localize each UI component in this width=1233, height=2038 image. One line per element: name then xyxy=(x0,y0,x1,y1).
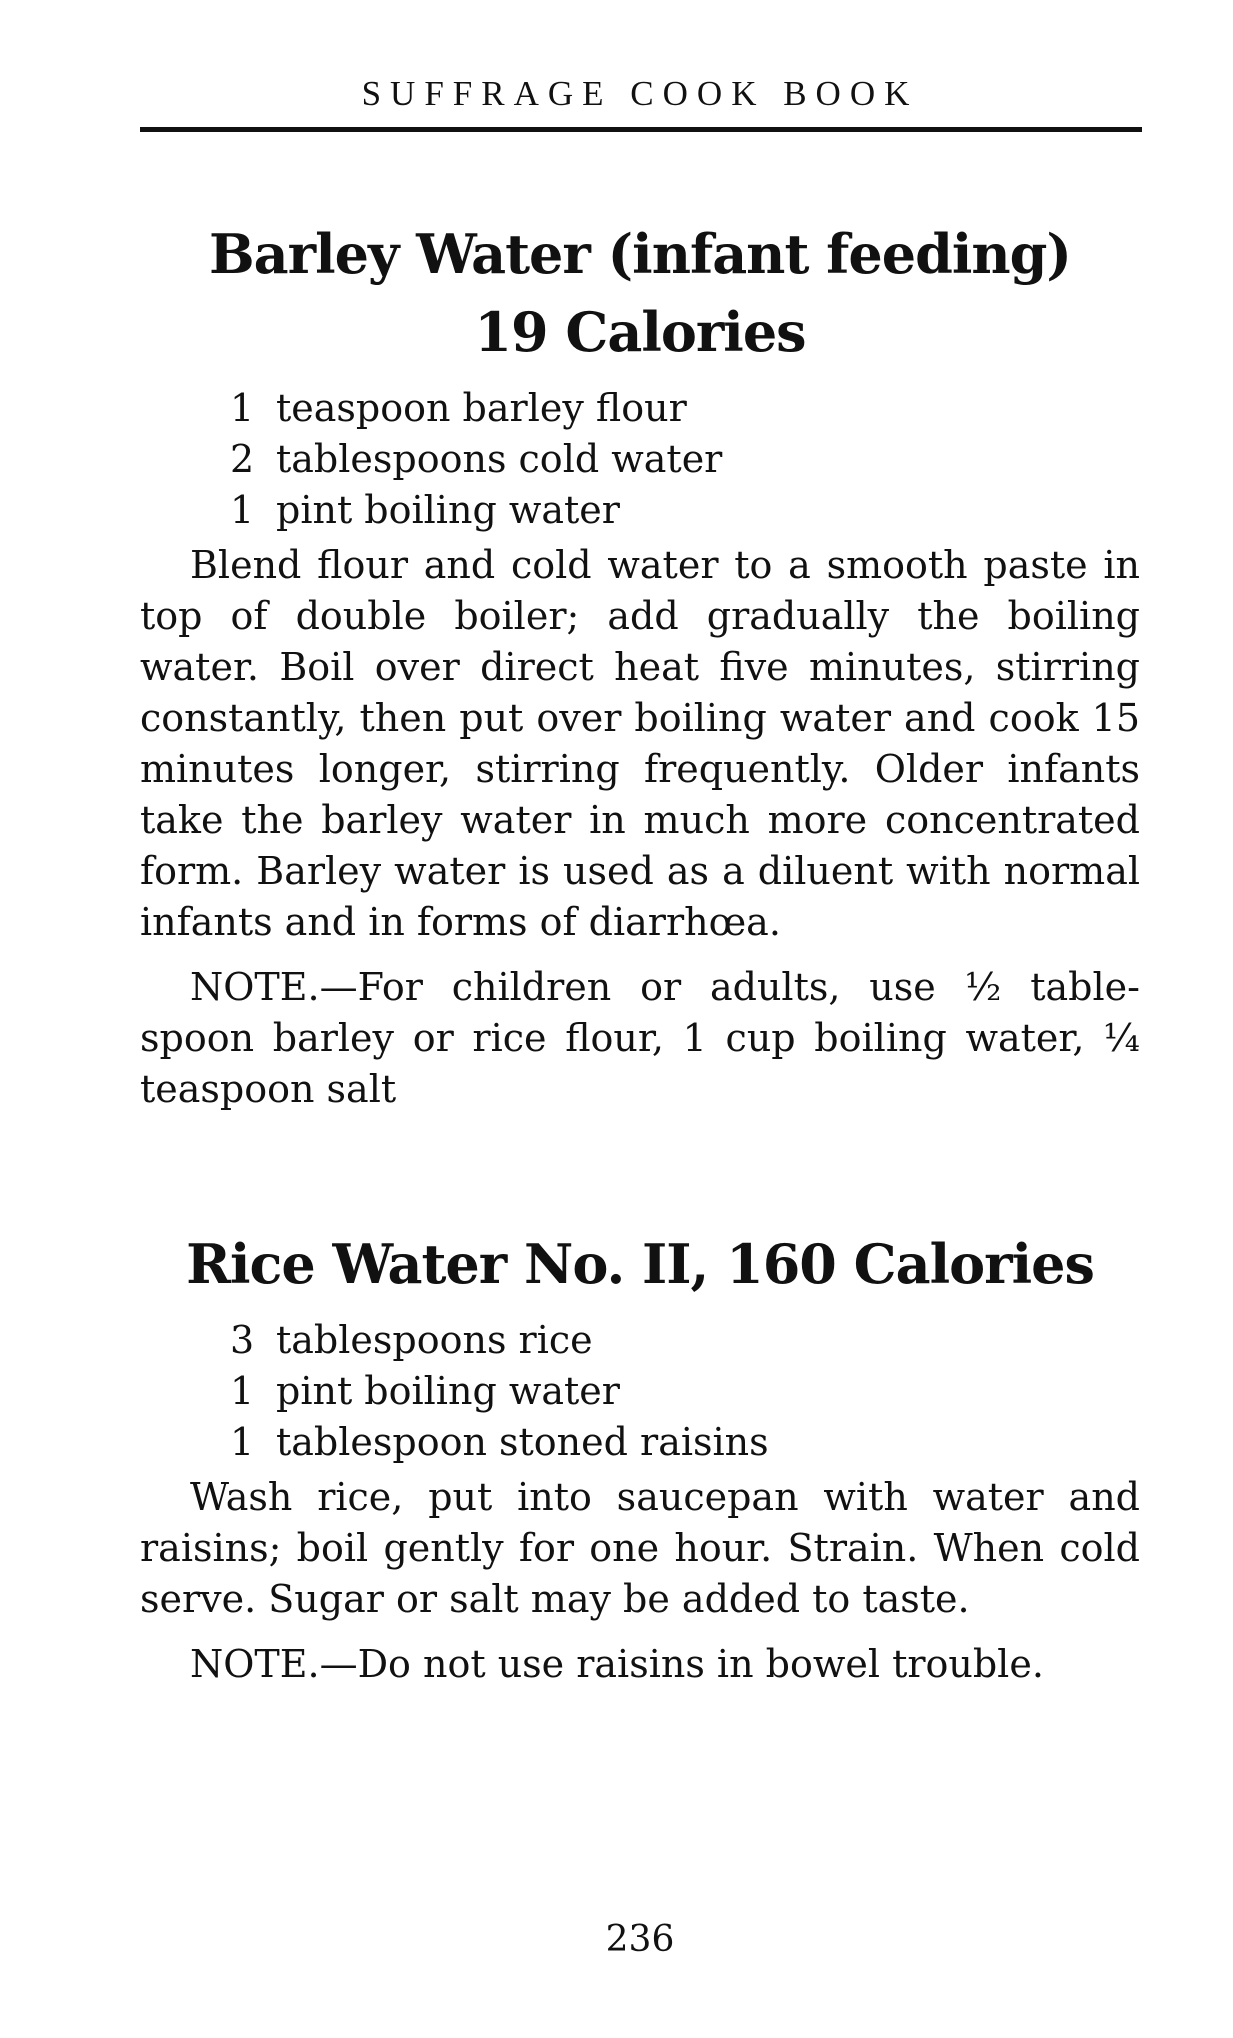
ingredient-item xyxy=(230,434,1140,485)
ingredient-text: teaspoon barley flour xyxy=(276,386,687,430)
ingredient-item xyxy=(230,485,1140,536)
recipe-title: Rice Water No. II, 160 Calories xyxy=(186,1232,1094,1296)
ingredient-list xyxy=(140,1315,1140,1468)
ingredient-item xyxy=(230,1315,1140,1366)
page-body xyxy=(140,215,1140,1704)
ingredient-quantity: 1 xyxy=(230,1369,255,1413)
header-rule xyxy=(140,127,1142,132)
ingredient-quantity: 3 xyxy=(230,1318,255,1362)
ingredient-item xyxy=(230,1366,1140,1417)
recipe-calories: 19 Calories xyxy=(474,300,806,364)
recipe-rice-water xyxy=(140,1225,1140,1690)
ingredient-item xyxy=(230,383,1140,434)
recipe-note: NOTE.—Do not use raisins in bowel trouble. xyxy=(190,1642,1044,1686)
recipe-note: NOTE.—For children or adults, use ½ tablespoon barley or rice flour, 1 cup boiling water, ¼ teaspoon salt xyxy=(140,965,1140,1111)
ingredient-text: pint boiling water xyxy=(276,488,620,532)
ingredient-text: tablespoons cold water xyxy=(276,437,723,481)
ingredient-item xyxy=(230,1417,1140,1468)
ingredient-list xyxy=(140,383,1140,536)
recipe-method: Wash rice, put into saucepan with water and raisins; boil gently for one hour. Strain. When cold serve. Sugar or salt may be added to taste. xyxy=(140,1475,1140,1621)
ingredient-text: tablespoons rice xyxy=(276,1318,593,1362)
ingredient-quantity: 1 xyxy=(230,1420,255,1464)
ingredient-quantity: 1 xyxy=(230,488,255,532)
ingredient-quantity: 2 xyxy=(230,437,255,481)
running-head: SUFFRAGE COOK BOOK xyxy=(361,74,919,113)
recipe-barley-water xyxy=(140,215,1140,1115)
ingredient-text: tablespoon stoned raisins xyxy=(276,1420,769,1464)
ingredient-quantity: 1 xyxy=(230,386,255,430)
recipe-method: Blend flour and cold water to a smooth paste in top of double boiler; add gradually the boiling water. Boil over direct heat five minutes, stirring constantly, then put over boiling water and cook 15 minutes longer, stirring frequently. Older infants take the barley water in much more concentrated form. Barley water is used as a diluent with normal infants and in forms of diarrhœa. xyxy=(140,543,1140,944)
recipe-title-line: Barley Water (infant feeding) xyxy=(209,222,1071,286)
page-number: 236 xyxy=(605,1919,675,1960)
recipe-title xyxy=(140,215,1140,371)
ingredient-text: pint boiling water xyxy=(276,1369,620,1413)
